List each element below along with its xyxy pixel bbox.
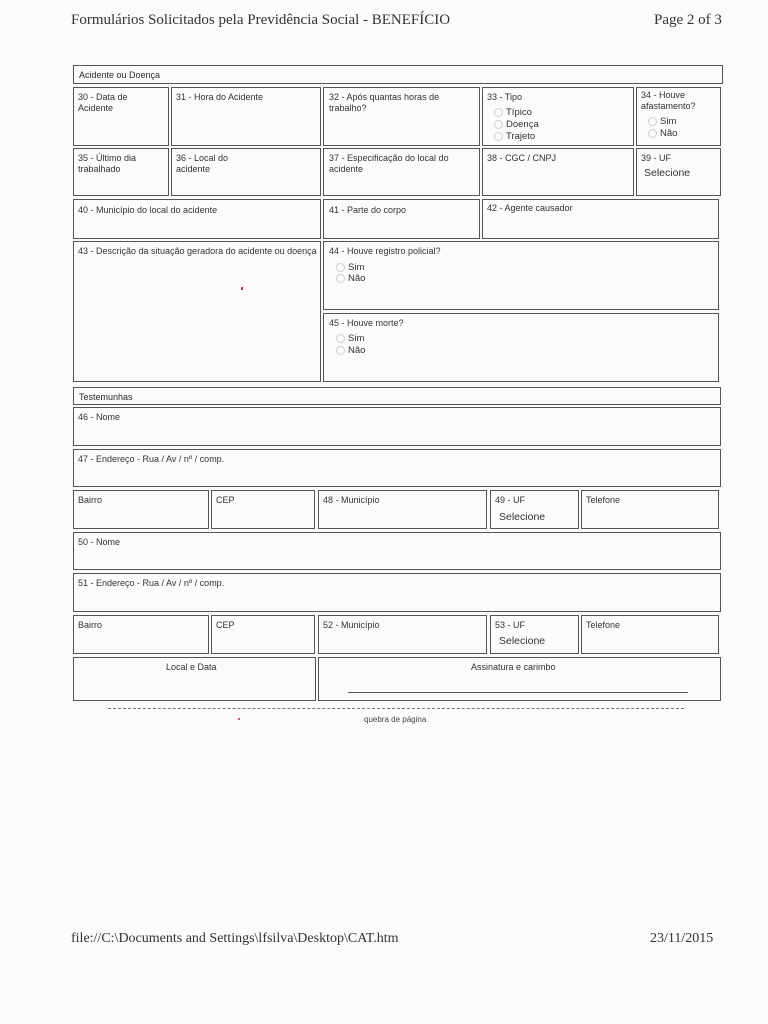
field-46-label: 46 - Nome [78,412,121,422]
field-53-label: 53 - UF [495,620,526,630]
field-36-label: 36 - Local do acidente [176,153,229,174]
field-34-option-nao[interactable]: Não [648,128,677,140]
radio-icon [648,117,657,126]
cep-label-2: CEP [216,620,235,630]
field-34-label: 34 - Houve afastamento? [641,90,696,111]
page-header-title: Formulários Solicitados pela Previdência Social - BENEFÍCIO [71,12,451,28]
stray-mark [241,287,243,290]
field-48-label: 48 - Município [323,495,380,505]
footer-file-path: file://C:\Documents and Settings\lfsilva\Desktop\CAT.htm [71,931,399,946]
field-30-label: 30 - Data de Acidente [78,92,128,113]
page-break-line [108,708,684,709]
field-53-select[interactable]: Selecione [499,635,546,647]
field-45-option-nao[interactable]: Não [336,345,365,357]
stray-mark-2 [238,718,240,720]
footer-date: 23/11/2015 [650,931,714,946]
field-37-label: 37 - Especificação do local do acidente [329,153,449,174]
field-44-option-nao[interactable]: Não [336,273,365,285]
field-45-label: 45 - Houve morte? [329,318,404,328]
field-33-option-tipico[interactable]: Típico [494,107,532,119]
field-33-option-doenca[interactable]: Doença [494,119,539,131]
bairro-label: Bairro [78,495,103,505]
section-title-witnesses: Testemunhas [73,387,721,405]
field-47-label: 47 - Endereço - Rua / Av / nº / comp. [78,454,225,464]
field-33-option-trajeto[interactable]: Trajeto [494,131,535,143]
field-38-label: 38 - CGC / CNPJ [487,153,557,163]
field-40-label: 40 - Município do local do acidente [78,205,218,215]
section-title-accident: Acidente ou Doença [73,65,723,84]
field-52-label: 52 - Município [323,620,380,630]
field-33-label: 33 - Tipo [487,92,523,102]
field-31-label: 31 - Hora do Acidente [176,92,264,102]
field-50-box[interactable] [73,532,721,570]
telefone-label-2: Telefone [586,620,621,630]
field-45-option-sim[interactable]: Sim [336,333,364,345]
field-44-option-sim[interactable]: Sim [336,262,364,274]
radio-icon [494,132,503,141]
field-42-label: 42 - Agente causador [487,203,573,213]
bairro-label-2: Bairro [78,620,103,630]
radio-icon [648,129,657,138]
radio-icon [336,334,345,343]
field-34-option-sim[interactable]: Sim [648,116,676,128]
field-43-box[interactable] [73,241,321,382]
cep-label: CEP [216,495,235,505]
telefone-label: Telefone [586,495,621,505]
page-break-label: quebra de página [364,715,427,724]
local-data-label: Local e Data [166,662,217,672]
signature-line [348,692,688,693]
field-39-select[interactable]: Selecione [644,167,691,179]
field-46-box[interactable] [73,407,721,446]
page-number: Page 2 of 3 [654,12,722,28]
field-50-label: 50 - Nome [78,537,121,547]
signature-label: Assinatura e carimbo [471,662,556,672]
radio-icon [494,120,503,129]
field-35-label: 35 - Último dia trabalhado [78,153,137,174]
field-51-label: 51 - Endereço - Rua / Av / nº / comp. [78,578,225,588]
radio-icon [336,263,345,272]
field-43-label: 43 - Descrição da situação geradora do acidente ou doença [78,246,317,256]
radio-icon [336,346,345,355]
radio-icon [336,274,345,283]
field-32-label: 32 - Após quantas horas de trabalho? [329,92,440,113]
field-39-label: 39 - UF [641,153,672,163]
radio-icon [494,108,503,117]
field-49-select[interactable]: Selecione [499,511,546,523]
field-44-label: 44 - Houve registro policial? [329,246,441,256]
field-49-label: 49 - UF [495,495,526,505]
field-41-label: 41 - Parte do corpo [329,205,407,215]
